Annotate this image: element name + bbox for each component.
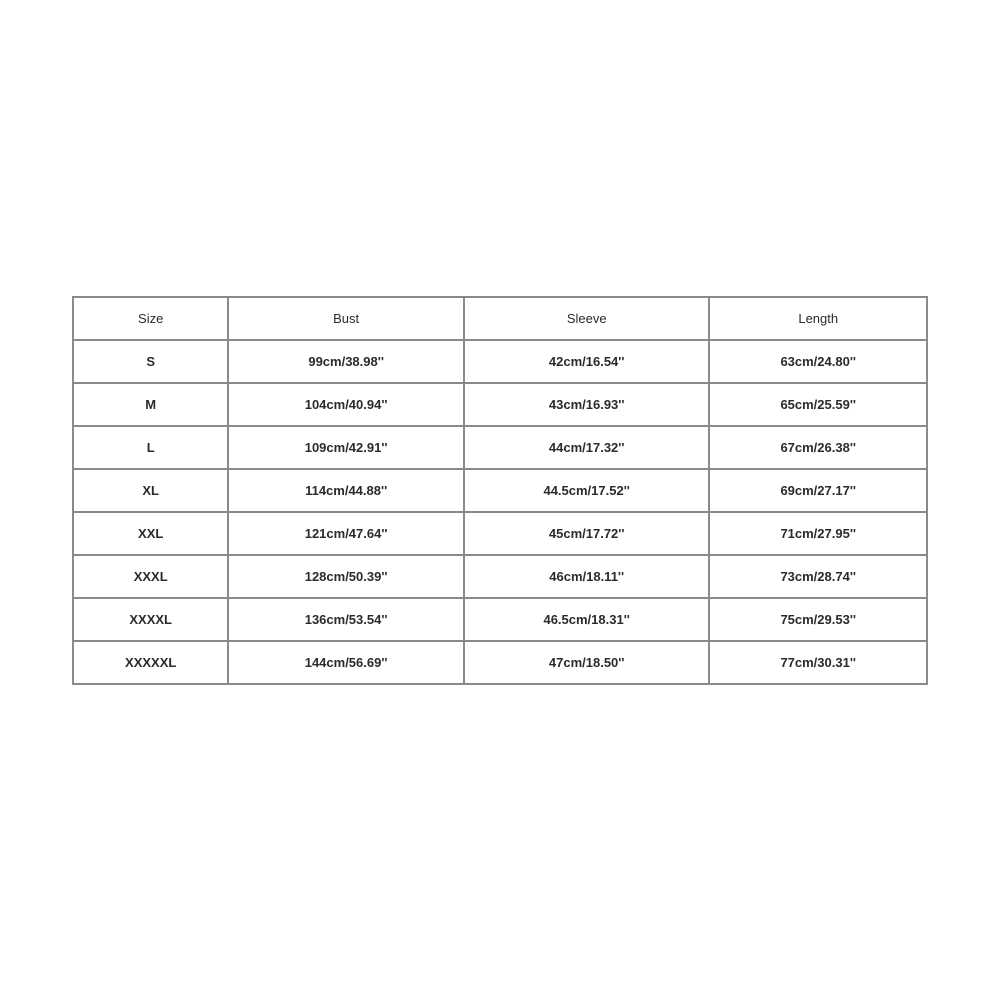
table-row	[73, 598, 927, 641]
sleeve-cell: 45cm/17.72''	[464, 512, 710, 555]
header-row	[73, 297, 927, 340]
bust-cell: 121cm/47.64''	[228, 512, 464, 555]
sleeve-cell: 47cm/18.50''	[464, 641, 710, 684]
length-cell: 77cm/30.31''	[709, 641, 927, 684]
header-bust: Bust	[228, 297, 464, 340]
sleeve-cell: 44cm/17.32''	[464, 426, 710, 469]
table-row	[73, 383, 927, 426]
table-row	[73, 340, 927, 383]
sleeve-cell: 44.5cm/17.52''	[464, 469, 710, 512]
table-header	[73, 297, 927, 340]
length-cell: 67cm/26.38''	[709, 426, 927, 469]
size-cell: XXXL	[73, 555, 228, 598]
bust-cell: 144cm/56.69''	[228, 641, 464, 684]
size-chart-table	[72, 296, 928, 685]
table-row	[73, 555, 927, 598]
table-row	[73, 469, 927, 512]
size-cell: XL	[73, 469, 228, 512]
length-cell: 65cm/25.59''	[709, 383, 927, 426]
sleeve-cell: 46cm/18.11''	[464, 555, 710, 598]
bust-cell: 136cm/53.54''	[228, 598, 464, 641]
size-cell: XXL	[73, 512, 228, 555]
bust-cell: 128cm/50.39''	[228, 555, 464, 598]
size-cell: M	[73, 383, 228, 426]
length-cell: 71cm/27.95''	[709, 512, 927, 555]
sleeve-cell: 46.5cm/18.31''	[464, 598, 710, 641]
header-size: Size	[73, 297, 228, 340]
size-cell: XXXXL	[73, 598, 228, 641]
bust-cell: 114cm/44.88''	[228, 469, 464, 512]
table-body	[73, 340, 927, 684]
table-row	[73, 512, 927, 555]
length-cell: 73cm/28.74''	[709, 555, 927, 598]
length-cell: 75cm/29.53''	[709, 598, 927, 641]
size-cell: S	[73, 340, 228, 383]
length-cell: 63cm/24.80''	[709, 340, 927, 383]
bust-cell: 99cm/38.98''	[228, 340, 464, 383]
table-row	[73, 426, 927, 469]
table-row	[73, 641, 927, 684]
size-cell: L	[73, 426, 228, 469]
bust-cell: 109cm/42.91''	[228, 426, 464, 469]
header-sleeve: Sleeve	[464, 297, 710, 340]
bust-cell: 104cm/40.94''	[228, 383, 464, 426]
size-cell: XXXXXL	[73, 641, 228, 684]
sleeve-cell: 42cm/16.54''	[464, 340, 710, 383]
length-cell: 69cm/27.17''	[709, 469, 927, 512]
sleeve-cell: 43cm/16.93''	[464, 383, 710, 426]
header-length: Length	[709, 297, 927, 340]
